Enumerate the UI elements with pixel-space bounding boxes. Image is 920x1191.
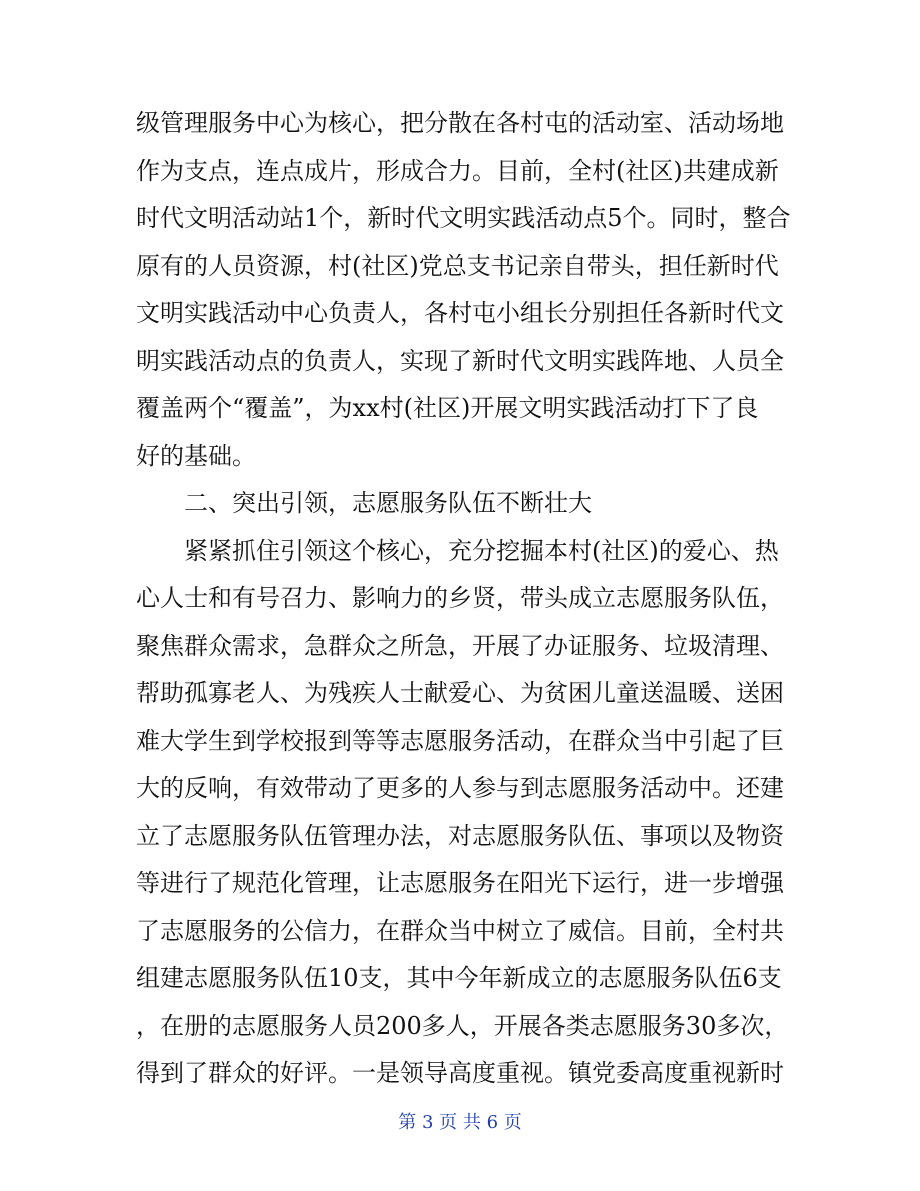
text-line: 组建志愿服务队伍10支，其中今年新成立的志愿服务队伍6支: [136, 964, 782, 992]
text-line: 时代文明活动站1个，新时代文明实践活动点5个。同时，整合: [136, 204, 791, 232]
text-line: 立了志愿服务队伍管理办法，对志愿服务队伍、事项以及物资: [136, 821, 784, 850]
text-line: 文明实践活动中心负责人，各村屯小组长分别担任各新时代文: [136, 299, 784, 327]
text-line: 明实践活动点的负责人，实现了新时代文明实践阵地、人员全: [136, 346, 784, 375]
section-heading: 二、突出引领，志愿服务队伍不断壮大: [184, 489, 592, 517]
text-line: 作为支点，连点成片，形成合力。目前，全村(社区)共建成新: [136, 156, 779, 185]
text-line: 了志愿服务的公信力，在群众当中树立了威信。目前，全村共: [136, 916, 784, 945]
text-line: 帮助孤寡老人、为残疾人士献爱心、为贫困儿童送温暖、送困: [136, 679, 784, 707]
text-line: 大的反响，有效带动了更多的人参与到志愿服务活动中。还建: [136, 774, 784, 802]
text-line: ，在册的志愿服务人员200多人，开展各类志愿服务30多次，: [136, 1011, 789, 1040]
page-number-footer: 第 3 页 共 6 页: [398, 1112, 522, 1133]
text-line: 好的基础。: [136, 441, 256, 470]
text-line: 原有的人员资源，村(社区)党总支书记亲自带头，担任新时代: [136, 251, 779, 280]
text-line: 覆盖两个“覆盖”，为xx村(社区)开展文明实践活动打下了良: [136, 394, 759, 422]
text-line: 聚焦群众需求，急群众之所急，开展了办证服务、垃圾清理、: [136, 631, 784, 660]
document-body: [136, 100, 791, 1098]
text-line: 心人士和有号召力、影响力的乡贤，带头成立志愿服务队伍，: [136, 584, 784, 612]
text-line: 紧紧抓住引领这个核心，充分挖掘本村(社区)的爱心、热: [184, 536, 779, 565]
text-line: 难大学生到学校报到等等志愿服务活动，在群众当中引起了巨: [136, 726, 784, 755]
text-line: 得到了群众的好评。一是领导高度重视。镇党委高度重视新时: [136, 1059, 784, 1087]
text-line: 级管理服务中心为核心，把分散在各村屯的活动室、活动场地: [136, 109, 784, 137]
text-line: 等进行了规范化管理，让志愿服务在阳光下运行，进一步增强: [136, 869, 784, 897]
